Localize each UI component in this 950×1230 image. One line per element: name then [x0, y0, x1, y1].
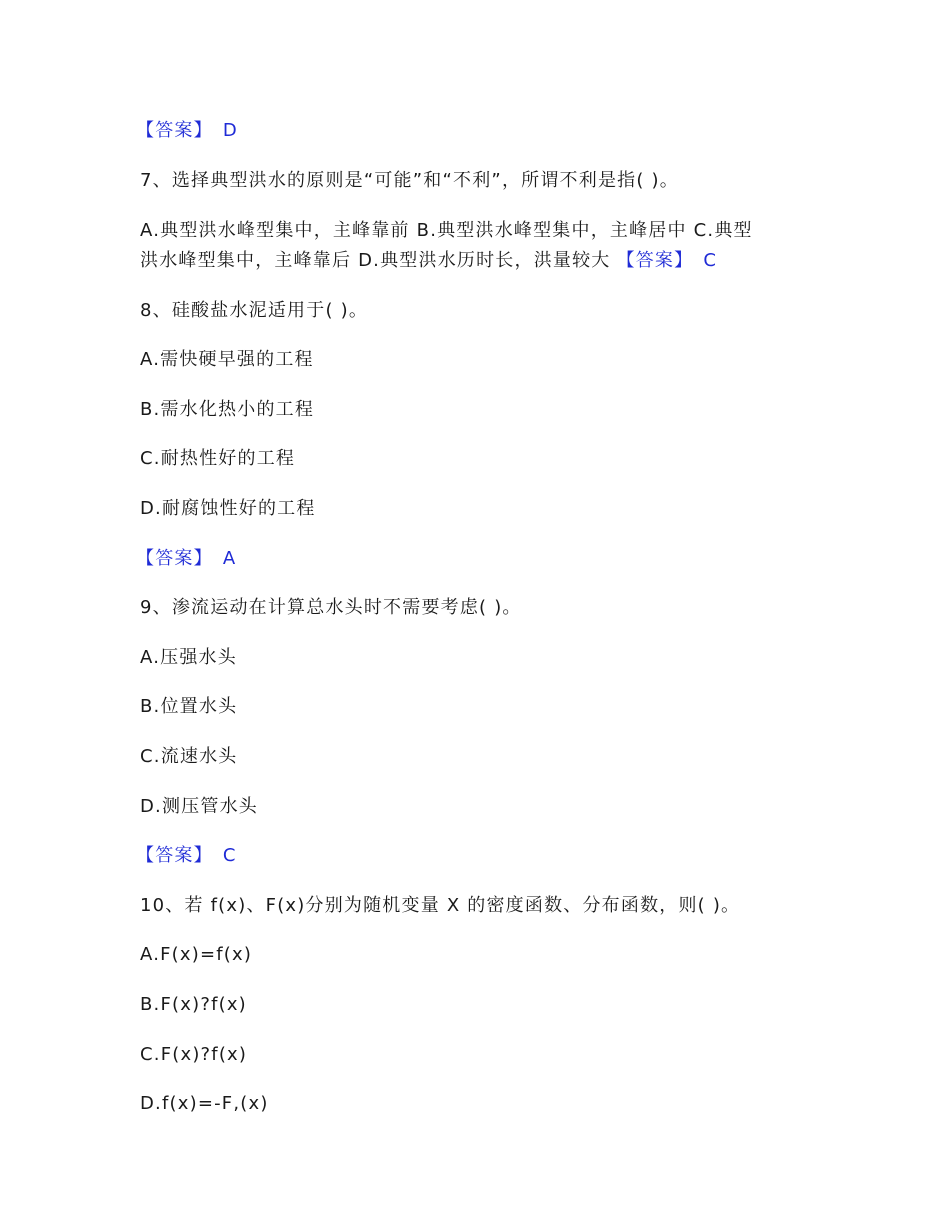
- question-7-options-text: 洪水峰型集中，主峰靠后 D.典型洪水历时长，洪量较大: [140, 250, 611, 271]
- answer-line-prev: [136, 116, 820, 146]
- question-7-options-line-1: A.典型洪水峰型集中，主峰靠前 B.典型洪水峰型集中，主峰居中 C.典型: [140, 220, 753, 241]
- question-8-option-c: C.耐热性好的工程: [140, 448, 296, 469]
- question-10-option-d: D.f(x)=-F,(x): [140, 1093, 269, 1114]
- answer-label: 【答案】: [136, 845, 213, 866]
- question-9-option-a: A.压强水头: [140, 647, 237, 668]
- answer-label: 【答案】: [136, 548, 213, 569]
- question-10-option-c: C.F(x)?f(x): [140, 1044, 248, 1065]
- question-8-option-d: D.耐腐蚀性好的工程: [140, 498, 316, 519]
- question-9-answer: [136, 841, 820, 871]
- question-8-answer: [136, 544, 820, 574]
- question-7-answer: [616, 250, 718, 271]
- answer-label: 【答案】: [136, 120, 213, 141]
- answer-value: C: [222, 845, 237, 866]
- answer-value: A: [222, 548, 237, 569]
- question-9-option-c: C.流速水头: [140, 746, 238, 767]
- question-9-option-d: D.测压管水头: [140, 796, 258, 817]
- question-7-options-line-2: [140, 246, 820, 276]
- question-9-option-b: B.位置水头: [140, 696, 238, 717]
- question-9-stem: 9、渗流运动在计算总水头时不需要考虑( )。: [140, 597, 522, 618]
- question-7-stem: 7、选择典型洪水的原则是“可能”和“不利”，所谓不利是指( )。: [140, 170, 679, 191]
- answer-label: 【答案】: [616, 250, 694, 271]
- question-8-option-b: B.需水化热小的工程: [140, 399, 315, 420]
- answer-value: D: [222, 120, 238, 141]
- question-8-stem: 8、硅酸盐水泥适用于( )。: [140, 300, 369, 321]
- question-8-option-a: A.需快硬早强的工程: [140, 349, 314, 370]
- answer-value: C: [703, 250, 718, 271]
- question-10-option-a: A.F(x)=f(x): [140, 944, 253, 965]
- question-10-option-b: B.F(x)?f(x): [140, 994, 247, 1015]
- question-10-stem: 10、若 f(x)、F(x)分别为随机变量 X 的密度函数、分布函数，则( )。: [140, 895, 741, 916]
